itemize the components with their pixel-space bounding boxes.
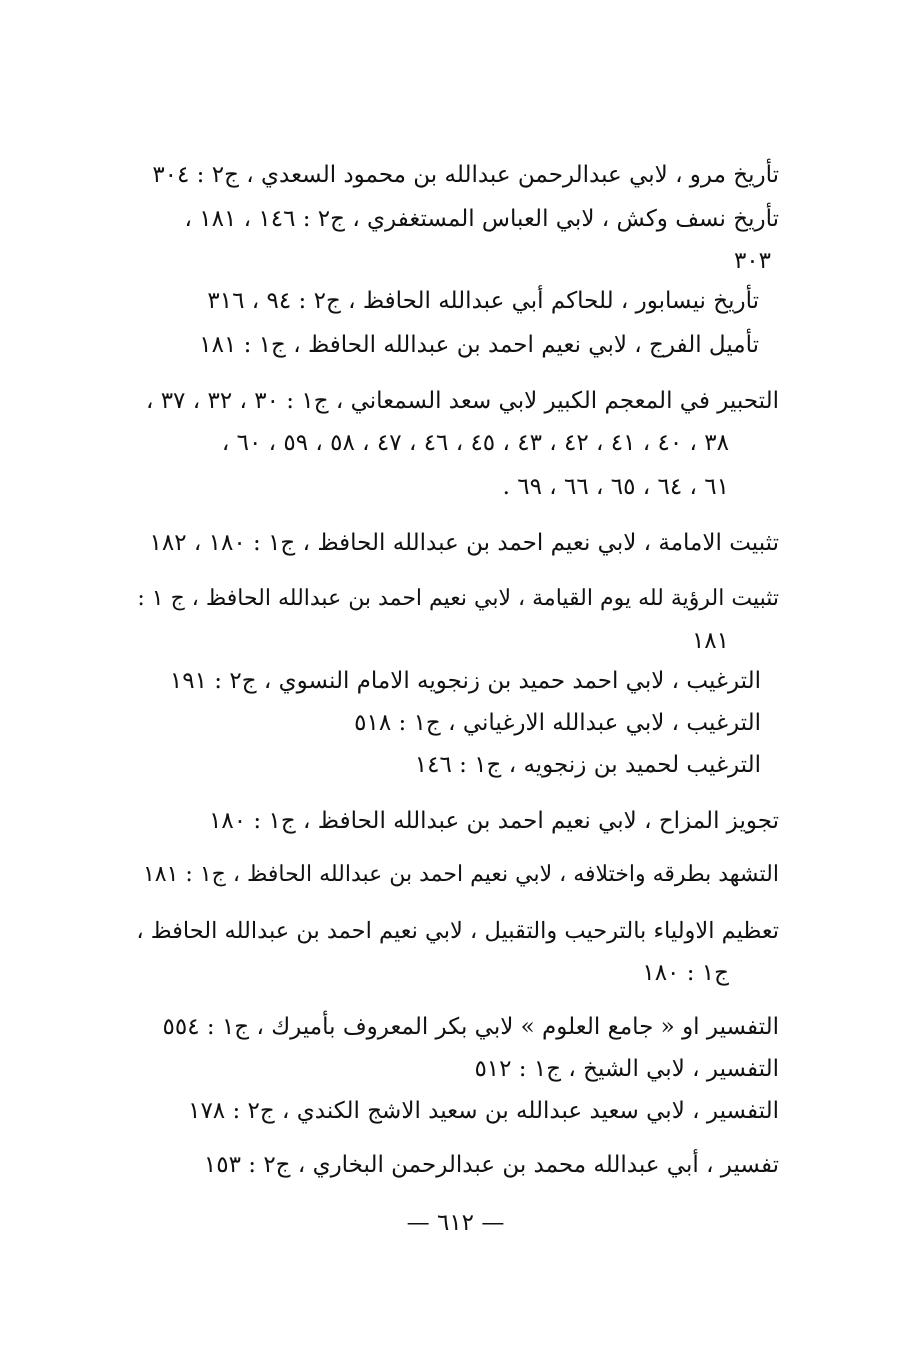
index-entry: تعظيم الاولياء بالترحيب والتقبيل ، لابي نعيم احمد بن عبدالله الحافظ ،: [136, 918, 779, 944]
index-entry: التفسير او « جامع العلوم » لابي بكر المعروف بأميرك ، ج١ : ٥٥٤: [162, 1014, 779, 1040]
index-entry: تأريخ نسف وكش ، لابي العباس المستغفري ، ج٢ : ١٤٦ ، ١٨١ ،: [184, 206, 779, 232]
index-entry-continuation: ١٨١: [691, 628, 729, 654]
index-entry: تأريخ نيسابور ، للحاكم أبي عبدالله الحافظ ، ج٢ : ٩٤ ، ٣١٦: [207, 288, 759, 314]
index-entry: تفسير ، أبي عبدالله محمد بن عبدالرحمن البخاري ، ج٢ : ١٥٣: [203, 1152, 779, 1178]
index-entry-continuation: ٦١ ، ٦٤ ، ٦٥ ، ٦٦ ، ٦٩ .: [502, 474, 729, 500]
index-entry: تثبيت الرؤية لله يوم القيامة ، لابي نعيم احمد بن عبدالله الحافظ ، ج ١ :: [137, 586, 779, 611]
index-entry: التحبير في المعجم الكبير لابي سعد السمعاني ، ج١ : ٣٠ ، ٣٢ ، ٣٧ ،: [145, 388, 779, 414]
index-entry: تثبيت الامامة ، لابي نعيم احمد بن عبدالله الحافظ ، ج١ : ١٨٠ ، ١٨٢: [149, 530, 779, 556]
index-entry: تأميل الفرج ، لابي نعيم احمد بن عبدالله الحافظ ، ج١ : ١٨١: [199, 332, 759, 358]
page-number: — ٦١٢ —: [406, 1210, 505, 1236]
index-entry: التشهد بطرقه واختلافه ، لابي نعيم احمد بن عبدالله الحافظ ، ج١ : ١٨١: [142, 862, 779, 887]
index-entry: الترغيب ، لابي عبدالله الارغياني ، ج١ : ٥١٨: [354, 710, 761, 736]
index-entry-continuation: ٣٨ ، ٤٠ ، ٤١ ، ٤٢ ، ٤٣ ، ٤٥ ، ٤٦ ، ٤٧ ، ٥٨ ، ٥٩ ، ٦٠ ،: [221, 430, 729, 456]
index-entry: الترغيب لحميد بن زنجويه ، ج١ : ١٤٦: [414, 752, 761, 778]
index-entry: التفسير ، لابي الشيخ ، ج١ : ٥١٢: [474, 1056, 779, 1082]
index-entry-continuation: ج١ : ١٨٠: [642, 960, 729, 986]
index-entry: تأريخ مرو ، لابي عبدالرحمن عبدالله بن محمود السعدي ، ج٢ : ٣٠٤: [152, 162, 779, 188]
index-entry: تجويز المزاح ، لابي نعيم احمد بن عبدالله الحافظ ، ج١ : ١٨٠: [209, 808, 779, 834]
index-entry-continuation: ٣٠٣: [733, 248, 771, 274]
index-entry: الترغيب ، لابي احمد حميد بن زنجويه الامام النسوي ، ج٢ : ١٩١: [169, 668, 761, 694]
index-entry: التفسير ، لابي سعيد عبدالله بن سعيد الاشج الكندي ، ج٢ : ١٧٨: [188, 1098, 779, 1124]
